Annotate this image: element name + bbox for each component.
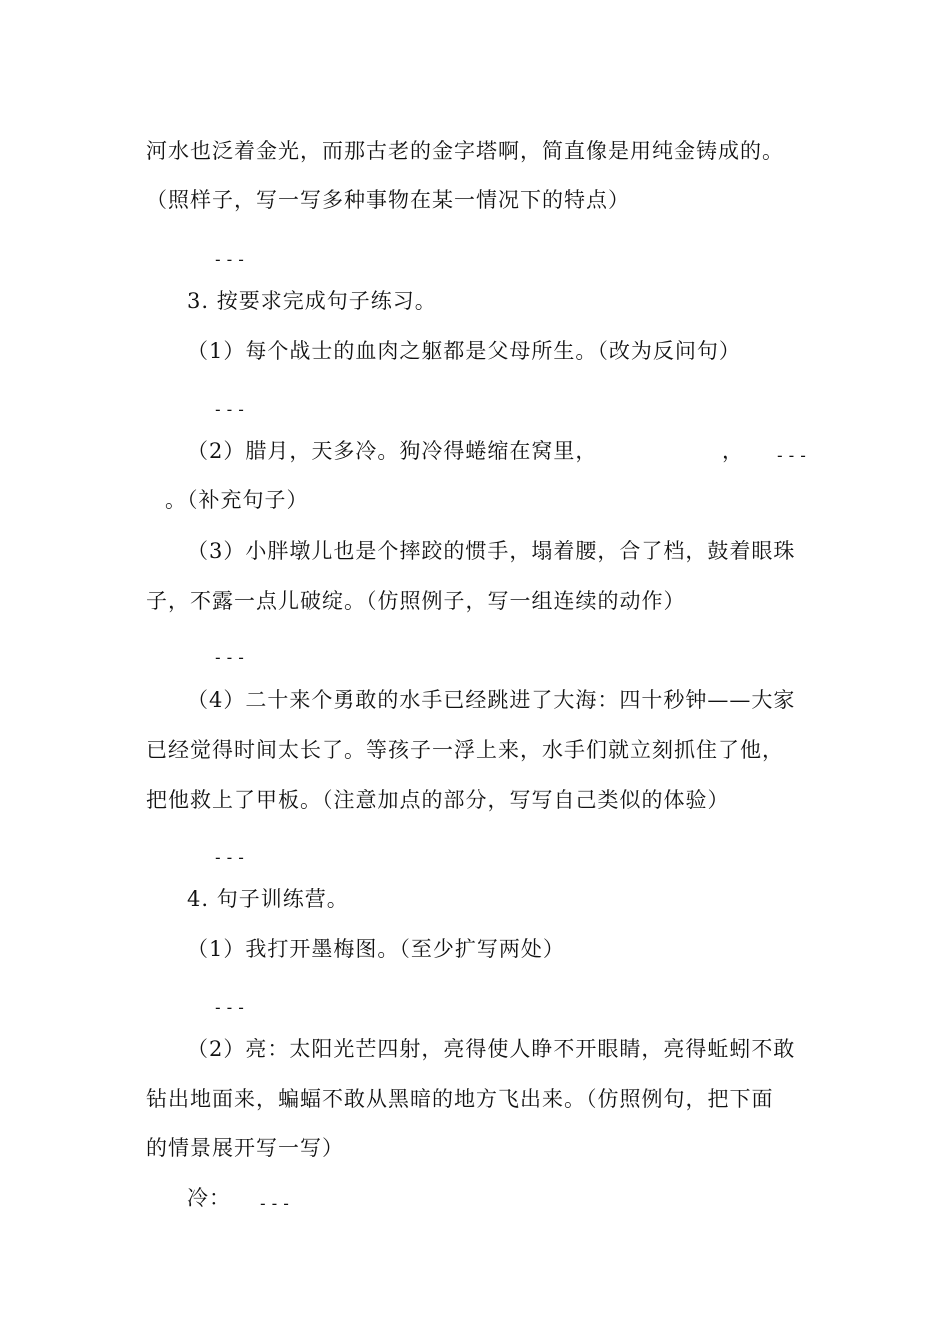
cold-label: 冷：	[187, 1186, 231, 1210]
question-4-heading: 4. 句子训练营。	[187, 887, 349, 911]
answer-blank: ---	[213, 648, 248, 667]
answer-blank: ---	[213, 250, 248, 269]
question-3-3-cont: 子，不露一点儿破绽。（仿照例子，写一组连续的动作）	[146, 589, 686, 613]
text-line: 河水也泛着金光，而那古老的金字塔啊，简直像是用纯金铸成的。	[146, 139, 784, 163]
question-4-2-cont: 钻出地面来，蝙蝠不敢从黑暗的地方飞出来。（仿照例句，把下面	[146, 1087, 774, 1111]
question-3-4-cont: 把他救上了甲板。（注意加点的部分，写写自己类似的体验）	[146, 788, 730, 812]
answer-blank: ---	[213, 848, 248, 867]
answer-blank: ---	[213, 998, 248, 1017]
question-3-2: （2）腊月，天多冷。狗冷得蜷缩在窝里，	[187, 439, 598, 463]
answer-blank: ---	[775, 446, 810, 465]
question-3-4-cont: 已经觉得时间太长了。等孩子一浮上来，水手们就立刻抓住了他，	[146, 738, 784, 762]
question-3-2-end: 。（补充句子）	[165, 488, 309, 512]
question-3-heading: 3. 按要求完成句子练习。	[187, 289, 437, 313]
question-3-1: （1）每个战士的血肉之躯都是父母所生。（改为反问句）	[187, 339, 741, 363]
instruction-text: （照样子，写一写多种事物在某一情况下的特点）	[146, 188, 630, 212]
answer-blank: ---	[213, 400, 248, 419]
question-3-3: （3）小胖墩儿也是个摔跤的惯手，塌着腰，合了档，鼓着眼珠	[187, 539, 796, 563]
question-4-2-cont: 的情景展开写一写）	[146, 1136, 344, 1160]
answer-blank: ---	[258, 1194, 293, 1213]
question-3-2-comma: ，	[722, 439, 744, 463]
question-4-2: （2）亮：太阳光芒四射，亮得使人睁不开眼睛，亮得蚯蚓不敢	[187, 1037, 796, 1061]
question-3-4: （4）二十来个勇敢的水手已经跳进了大海：四十秒钟——大家	[187, 688, 796, 712]
question-4-1: （1）我打开墨梅图。（至少扩写两处）	[187, 937, 565, 961]
